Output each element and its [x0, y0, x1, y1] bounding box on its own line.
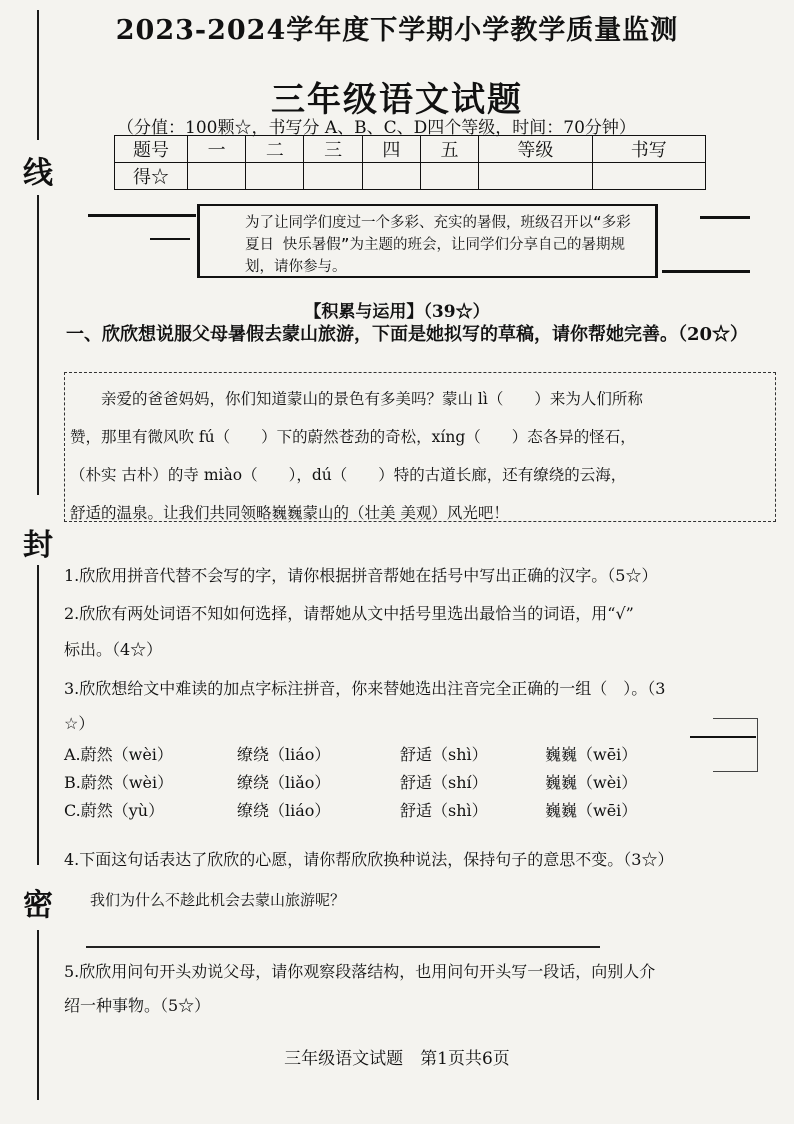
table-cell: 得☆	[115, 163, 188, 190]
banner-top-line	[197, 204, 657, 206]
table-row	[115, 163, 706, 190]
binding-char-secret: 密	[23, 888, 53, 923]
option-b-1[interactable]: B.蔚然（wèi）	[64, 773, 174, 792]
table-cell: 四	[362, 136, 420, 163]
exam-title: 2023-2024学年度下学期小学教学质量监测	[115, 15, 679, 46]
score-mark-line	[690, 736, 756, 738]
score-input-cell[interactable]	[479, 163, 592, 190]
score-input-cell[interactable]	[592, 163, 705, 190]
option-c-3: 舒适（shì）	[400, 801, 488, 820]
option-a-2: 缭绕（liáo）	[237, 745, 331, 764]
banner-text: 为了让同学们度过一个多彩、充实的暑假，班级召开以“多彩夏日 快乐暑假”为主题的班会，让同学们分享自己的暑期规划，请你参与。	[245, 215, 631, 275]
binding-char-line: 线	[23, 156, 53, 191]
option-c-2: 缭绕（liáo）	[237, 801, 331, 820]
score-input-cell[interactable]	[420, 163, 478, 190]
binding-line-upper	[37, 195, 39, 495]
option-a-3: 舒适（shì）	[400, 745, 488, 764]
banner-bar-left-small	[150, 238, 190, 240]
page-footer: 三年级语文试题 第1页共6页	[284, 1049, 510, 1069]
banner-bar-right	[662, 270, 750, 273]
sub-question-3-line1: 3.欣欣想给文中难读的加点字标注拼音，你来替她选出注音完全正确的一组（ ）。（3	[64, 679, 666, 698]
score-input-cell[interactable]	[304, 163, 362, 190]
answer-line[interactable]	[86, 946, 600, 948]
option-a-4: 巍巍（wēi）	[545, 745, 638, 764]
passage-line: （朴实 古朴）的寺 miào（ ），dú（ ）特的古道长廊，还有缭绕的云海，	[70, 466, 627, 484]
option-b-4: 巍巍（wèi）	[545, 773, 638, 792]
sub-question-2-line1: 2.欣欣有两处词语不知如何选择，请帮她从文中括号里选出最恰当的词语，用“√”	[64, 604, 634, 623]
sub-question-2-line2: 标出。（4☆）	[64, 640, 163, 659]
question-1-stem: 一、欣欣想说服父母暑假去蒙山旅游，下面是她拟写的草稿，请你帮她完善。（20☆）	[66, 324, 749, 345]
subject-title: 三年级语文试题	[271, 80, 523, 120]
question-4-sentence: 我们为什么不趁此机会去蒙山旅游呢？	[90, 891, 346, 909]
banner-bar-left	[88, 214, 196, 217]
passage	[70, 380, 770, 532]
score-input-cell[interactable]	[188, 163, 246, 190]
banner-bracket-right	[655, 204, 658, 278]
sub-question-1: 1.欣欣用拼音代替不会写的字，请你根据拼音帮她在括号中写出正确的汉字。（5☆）	[64, 566, 658, 585]
table-cell: 书写	[592, 136, 705, 163]
exam-meta: （分值：100颗☆，书写分 A、B、C、D四个等级，时间：70分钟）	[117, 118, 636, 138]
table-cell: 五	[420, 136, 478, 163]
sub-question-5-line1: 5.欣欣用问句开头劝说父母，请你观察段落结构，也用问句开头写一段话，向别人介	[64, 962, 656, 981]
section-heading: 【积累与运用】（39☆）	[304, 302, 490, 322]
table-cell: 三	[304, 136, 362, 163]
score-table	[114, 135, 706, 190]
sub-question-5-line2: 绍一种事物。（5☆）	[64, 996, 211, 1015]
sub-question-4: 4.下面这句话表达了欣欣的心愿，请你帮欣欣换种说法，保持句子的意思不变。（3☆）	[64, 850, 674, 869]
table-cell: 二	[246, 136, 304, 163]
passage-line: 亲爱的爸爸妈妈，你们知道蒙山的景色有多美吗？蒙山 lì（ ）来为人们所称	[101, 390, 643, 408]
score-input-cell[interactable]	[362, 163, 420, 190]
sub-question-3-line2: ☆）	[64, 714, 95, 733]
option-c-1[interactable]: C.蔚然（yù）	[64, 801, 165, 820]
table-cell: 等级	[479, 136, 592, 163]
table-cell: 一	[188, 136, 246, 163]
score-mark-box	[713, 718, 758, 772]
option-b-2: 缭绕（liǎo）	[237, 773, 331, 792]
passage-line: 舒适的温泉。让我们共同领略巍巍蒙山的（壮美 美观）风光吧！	[70, 504, 509, 522]
binding-char-seal: 封	[23, 528, 53, 563]
passage-line: 赞，那里有微风吹 fú（ ）下的蔚然苍劲的奇松，xíng（ ）态各异的怪石，	[70, 428, 636, 446]
banner-bracket-left	[197, 204, 200, 278]
option-c-4: 巍巍（wēi）	[545, 801, 638, 820]
binding-line-lower	[37, 565, 39, 865]
binding-line-bottom	[37, 930, 39, 1100]
option-a-1[interactable]: A.蔚然（wèi）	[64, 745, 173, 764]
table-cell: 题号	[115, 136, 188, 163]
table-row	[115, 136, 706, 163]
option-b-3: 舒适（shí）	[400, 773, 488, 792]
score-input-cell[interactable]	[246, 163, 304, 190]
banner-bar-right-small	[700, 216, 750, 219]
